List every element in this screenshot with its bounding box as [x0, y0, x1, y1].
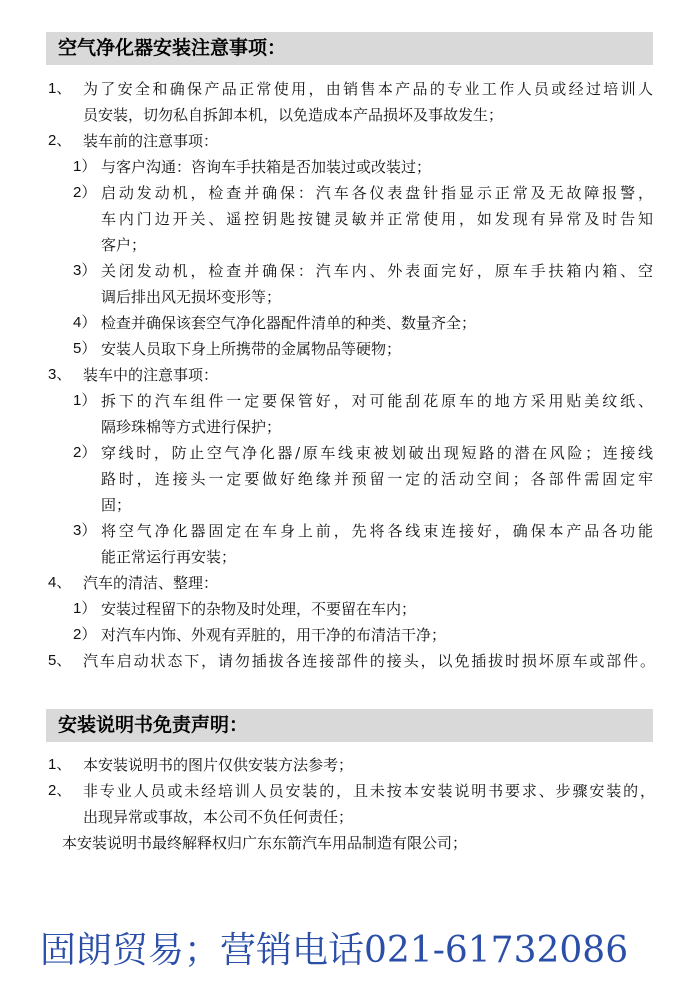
item-title: 装车中的注意事项：: [83, 366, 219, 384]
list-item: [0, 778, 699, 804]
sub-item-text: 客户；: [101, 236, 147, 254]
sub-item-number: 2）: [73, 626, 97, 643]
item-number: 4、: [48, 574, 72, 591]
list-item: [0, 128, 699, 154]
sub-item-text: 将空气净化器固定在车身上前，先将各线束连接好，确保本产品各功能: [101, 522, 653, 540]
sub-item-text: 启动发动机，检查并确保：汽车各仪表盘针指显示正常及无故障报警，: [101, 184, 653, 202]
sub-item-text: 固；: [101, 496, 132, 514]
sub-item: [0, 310, 699, 336]
sub-item-text: 安装人员取下身上所携带的金属物品等硬物；: [101, 340, 402, 358]
sub-item: [0, 388, 699, 414]
list-item: [0, 76, 699, 102]
list-item: [0, 362, 699, 388]
disclaimer-note: [0, 830, 699, 856]
sub-item: [0, 518, 699, 544]
sub-item-number: 3）: [73, 262, 97, 279]
sub-item-number: 2）: [73, 184, 97, 201]
sub-item-text: 对汽车内饰、外观有弄脏的，用干净的布清洁干净；: [101, 626, 447, 644]
item-title: 装车前的注意事项：: [83, 132, 219, 150]
sub-item: [0, 440, 699, 466]
sub-item-text: 穿线时，防止空气净化器/原车线束被划破出现短路的潜在风险；连接线: [101, 444, 653, 462]
item-text: 出现异常或事故，本公司不负任何责任；: [83, 808, 354, 826]
sub-item-text: 关闭发动机，检查并确保：汽车内、外表面完好，原车手扶箱内箱、空: [101, 262, 653, 280]
item-number: 3、: [48, 366, 72, 383]
sub-item-continuation: [0, 206, 699, 232]
item-text: 员安装，切勿私自拆卸本机，以免造成本产品损坏及事故发生；: [83, 106, 504, 124]
sub-item-number: 4）: [73, 314, 97, 331]
brand-contact-line: 固朗贸易；营销电话021-61732086: [40, 930, 629, 971]
item-text: 为了安全和确保产品正常使用，由销售本产品的专业工作人员或经过培训人: [83, 80, 653, 98]
sub-item-text: 路时，连接头一定要做好绝缘并预留一定的活动空间；各部件需固定牢: [101, 470, 653, 488]
sub-item-number: 3）: [73, 522, 97, 539]
sub-item-continuation: [0, 232, 699, 258]
sub-item: [0, 336, 699, 362]
sub-item-text: 能正常运行再安装；: [101, 548, 237, 566]
sub-item: [0, 596, 699, 622]
sub-item-text: 与客户沟通：咨询车手扶箱是否加装过或改装过；: [101, 158, 432, 176]
item-number: 2、: [48, 132, 72, 149]
note-text: 本安装说明书最终解释权归广东东箭汽车用品制造有限公司；: [62, 834, 468, 852]
sub-item: [0, 622, 699, 648]
section-title-disclaimer: 安装说明书免责声明：: [46, 709, 653, 742]
sub-item: [0, 180, 699, 206]
sub-item-text: 隔珍珠棉等方式进行保护；: [101, 418, 282, 436]
list-item: [0, 752, 699, 778]
list-item: [0, 648, 699, 674]
item-text: 非专业人员或未经培训人员安装的，且未按本安装说明书要求、步骤安装的，: [83, 782, 655, 800]
sub-item-continuation: [0, 414, 699, 440]
item-text: 本安装说明书的图片仅供安装方法参考；: [83, 756, 354, 774]
sub-item-continuation: [0, 544, 699, 570]
sub-item-number: 1）: [73, 158, 97, 175]
sub-item-text: 调后排出风无损坏变形等；: [101, 288, 282, 306]
sub-item-text: 车内门边开关、遥控钥匙按键灵敏并正常使用，如发现有异常及时告知: [101, 210, 653, 228]
item-number: 5、: [48, 652, 72, 669]
sub-item-number: 2）: [73, 444, 97, 461]
sub-item: [0, 258, 699, 284]
sub-item-continuation: [0, 466, 699, 492]
section-title-install-notes: 空气净化器安装注意事项：: [46, 32, 653, 65]
sub-item-continuation: [0, 492, 699, 518]
list-item-continuation: [0, 102, 699, 128]
sub-item-number: 5）: [73, 340, 97, 357]
item-title: 汽车的清洁、整理：: [83, 574, 219, 592]
sub-item-text: 检查并确保该套空气净化器配件清单的种类、数量齐全；: [101, 314, 477, 332]
sub-item-text: 拆下的汽车组件一定要保管好，对可能刮花原车的地方采用贴美纹纸、: [101, 392, 653, 410]
list-item: [0, 570, 699, 596]
sub-item: [0, 154, 699, 180]
sub-item-number: 1）: [73, 392, 97, 409]
sub-item-number: 1）: [73, 600, 97, 617]
sub-item-text: 安装过程留下的杂物及时处理，不要留在车内；: [101, 600, 417, 618]
sub-item-continuation: [0, 284, 699, 310]
item-text: 汽车启动状态下，请勿插拔各连接部件的接头，以免插拔时损坏原车或部件。: [83, 652, 655, 670]
item-number: 1、: [48, 756, 72, 773]
item-number: 2、: [48, 782, 72, 799]
item-number: 1、: [48, 80, 72, 97]
list-item-continuation: [0, 804, 699, 830]
